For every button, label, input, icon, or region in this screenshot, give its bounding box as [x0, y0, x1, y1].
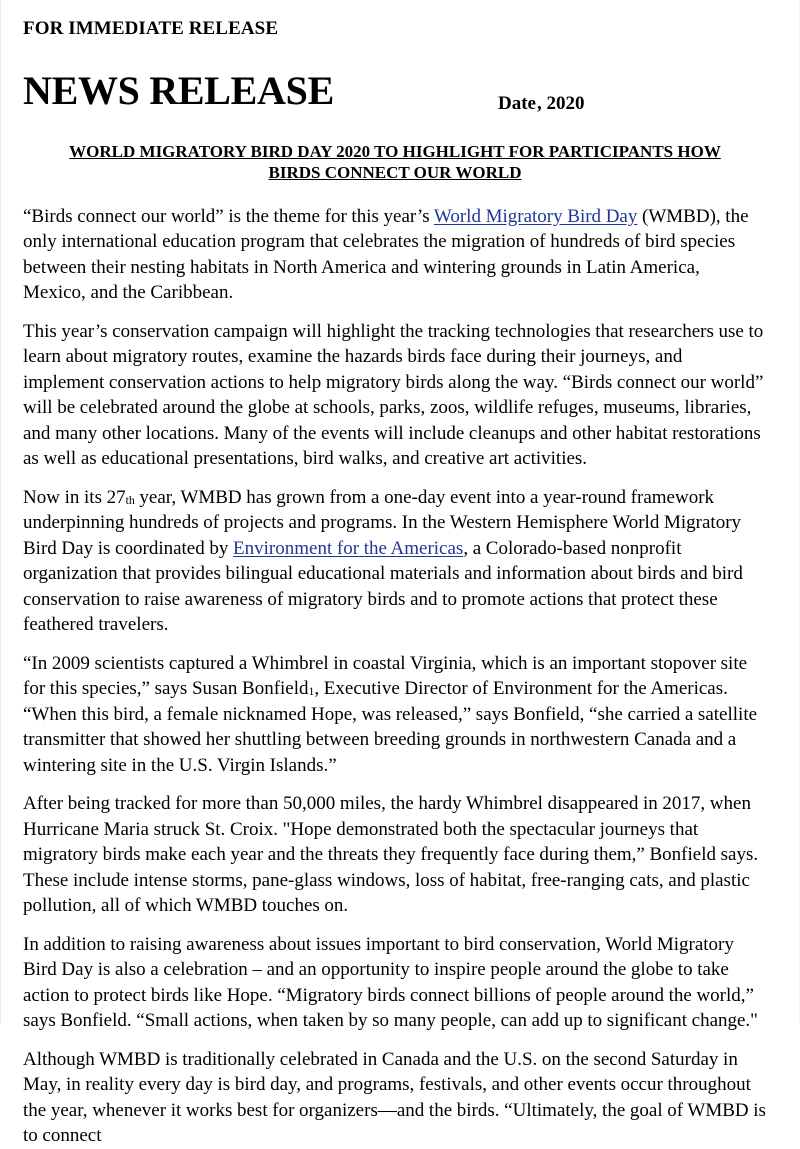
ordinal-suffix-th: th	[125, 493, 135, 507]
for-immediate-release-label: FOR IMMEDIATE RELEASE	[23, 18, 279, 39]
paragraph-2: This year’s conservation campaign will highlight the tracking technologies that researchers use to learn about migratory routes, examine the hazards birds face during their journeys, and implement conservation actions to help migratory birds along the way. “Birds connect our world” will be celebrated around the globe at schools, parks, zoos, wildlife refuges, museums, libraries, and many other locations. Many of the events will include cleanups and other habitat restorations as well as educational presentations, bird walks, and creative art activities.	[23, 320, 764, 470]
paragraph-4-segment-1: “In 2009 scientists captured a Whimbrel in coastal Virginia, which is an important stopover site for this species,” says Susan Bonfield	[23, 652, 748, 700]
subheadline	[33, 141, 757, 183]
footnote-marker-1: 1	[308, 685, 315, 699]
paragraph-1-text-after-link: (WMBD), the only international education program that celebrates the migration of hundreds of bird species between their nesting habitats in North America and wintering grounds in Latin America, Mexico, and the Caribbean.	[23, 205, 749, 304]
release-date	[497, 93, 584, 115]
title-row	[23, 69, 767, 115]
paragraph-4	[23, 651, 767, 779]
subheadline-line-2: BIRDS CONNECT OUR WORLD	[268, 162, 522, 182]
subheadline-line-1: WORLD MIGRATORY BIRD DAY 2020 TO HIGHLIGHT FOR PARTICIPANTS HOW	[69, 141, 721, 161]
date-placeholder-highlight: Date	[498, 92, 536, 114]
date-year: , 2020	[536, 92, 585, 114]
paragraph-3-segment-3: , a Colorado-based nonprofit organization that provides bilingual educational materials and information about birds and bird conservation to raise awareness of migratory birds and to promote actions that protect these feathered travelers.	[23, 537, 743, 636]
paragraph-4-segment-2: , Executive Director of Environment for the Americas. “When this bird, a female nicknamed Hope, was released,” says Bonfield, “she carried a satellite transmitter that showed her shuttling between breeding grounds in northwestern Canada and a wintering site in the U.S. Virgin Islands.”	[23, 678, 758, 776]
paragraph-3-segment-2: year, WMBD has grown from a one-day event into a year-round framework underpinning hundreds of projects and programs. In the Western Hemisphere World Migratory Bird Day is coordinated by	[23, 486, 742, 559]
paragraph-5: After being tracked for more than 50,000 miles, the hardy Whimbrel disappeared in 2017, when Hurricane Maria struck St. Croix. "Hope demonstrated both the spectacular journeys that migratory birds make each year and the threats they frequently face during them,” Bonfield says. These include intense storms, pane-glass windows, loss of habitat, free-ranging cats, and plastic pollution, all of which WMBD touches on.	[23, 793, 759, 917]
paragraph-1	[23, 204, 767, 306]
article-body	[23, 204, 767, 1149]
world-migratory-bird-day-link[interactable]: World Migratory Bird Day	[433, 205, 638, 227]
paragraph-6: In addition to raising awareness about issues important to bird conservation, World Migratory Bird Day is also a celebration – and an opportunity to inspire people around the globe to take action to protect birds like Hope. “Migratory birds connect billions of people around the world,” says Bonfield. “Small actions, when taken by so many people, can add up to significant change."	[23, 933, 758, 1032]
page-title: NEWS RELEASE	[23, 67, 334, 113]
document-content	[23, 0, 767, 1149]
paragraph-3-segment-1: Now in its 27	[23, 486, 126, 508]
paragraph-3	[23, 485, 767, 638]
paragraph-1-text-before-link: “Birds connect our world” is the theme for this year’s	[23, 205, 434, 227]
environment-for-the-americas-link[interactable]: Environment for the Americas	[233, 537, 464, 559]
paragraph-7: Although WMBD is traditionally celebrated in Canada and the U.S. on the second Saturday in May, in reality every day is bird day, and programs, festivals, and other events occur throughout the year, whenever it works best for organizers—and the birds. “Ultimately, the goal of WMBD is to connect	[23, 1048, 766, 1147]
